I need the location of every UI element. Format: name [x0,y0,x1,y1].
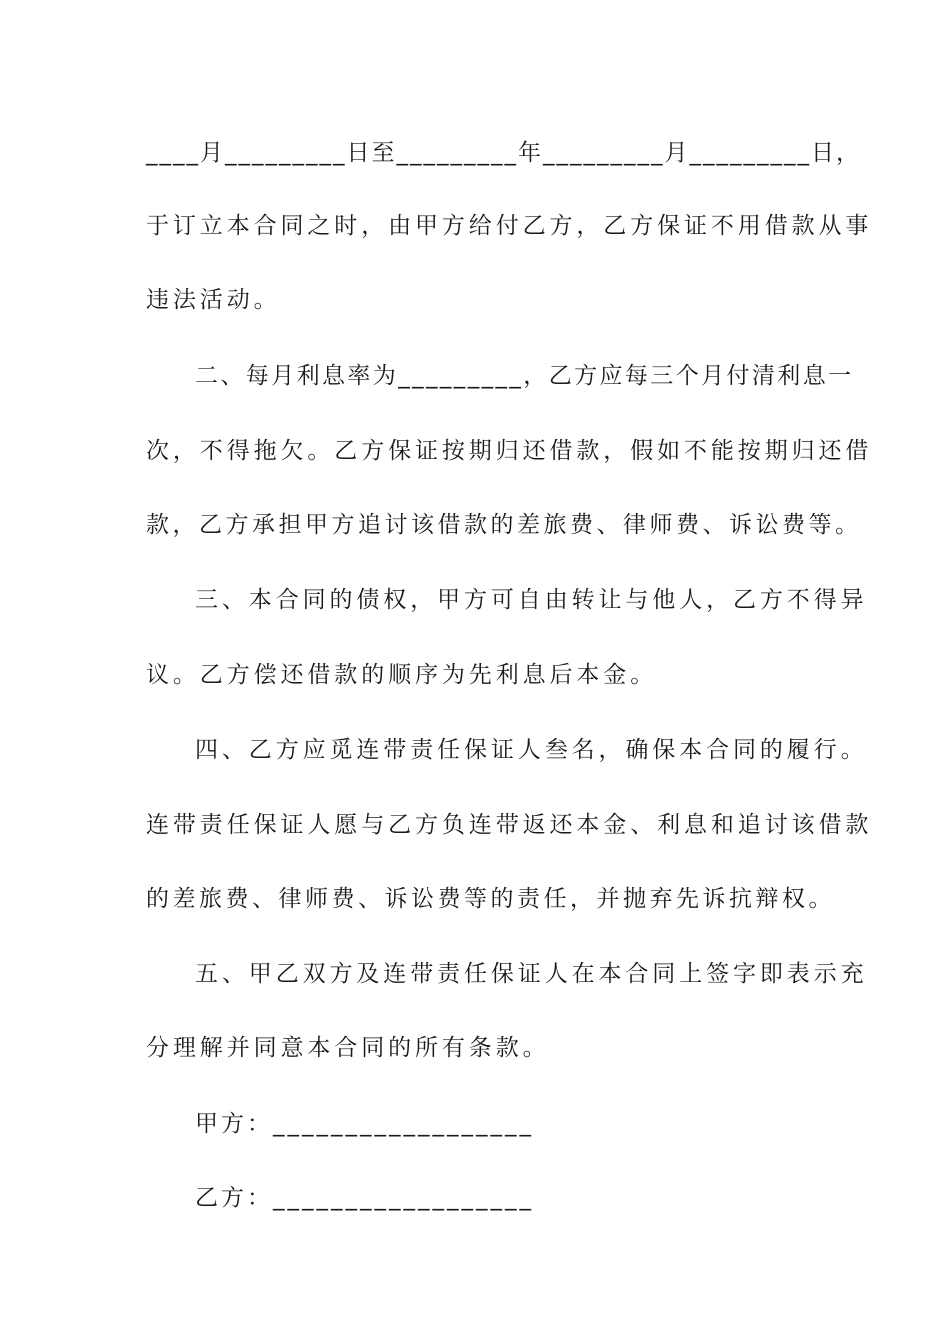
clause-two-text-line-end: 款，乙方承担甲方追讨该借款的差旅费、律师费、诉讼费等。 [146,512,862,538]
clause-two-text-line: 次，不得拖欠。乙方保证按期归还借款，假如不能按期归还借 [146,438,873,464]
clause-two-interest-rate: 二、每月利息率为_________，乙方应每三个月付清利息一 [195,363,854,389]
clause-four-text-line: 连带责任保证人愿与乙方负连带返还本金、利息和追讨该借款 [146,812,873,838]
party-a-signature-field: 甲方：__________________ [195,1111,534,1137]
clause-three-text-line-end: 议。乙方偿还借款的顺序为先利息后本金。 [146,662,658,688]
contract-term-dates-line: ____月_________日至_________年_________月_________日， [146,140,861,166]
party-b-signature-field: 乙方：__________________ [195,1185,534,1211]
clause-four-guarantor: 四、乙方应觅连带责任保证人叁名，确保本合同的履行。 [195,737,868,763]
clause-four-text-line-end: 的差旅费、律师费、诉讼费等的责任，并抛弃先诉抗辩权。 [146,886,835,912]
clause-five-signature-consent: 五、甲乙双方及连带责任保证人在本合同上签字即表示充 [195,961,868,987]
clause-one-text-line-end: 违法活动。 [146,287,281,313]
clause-five-text-line-end: 分理解并同意本合同的所有条款。 [146,1035,550,1061]
clause-three-creditor-rights: 三、本合同的债权，甲方可自由转让与他人，乙方不得异 [195,587,868,613]
clause-one-text-line: 于订立本合同之时，由甲方给付乙方，乙方保证不用借款从事 [146,213,873,239]
